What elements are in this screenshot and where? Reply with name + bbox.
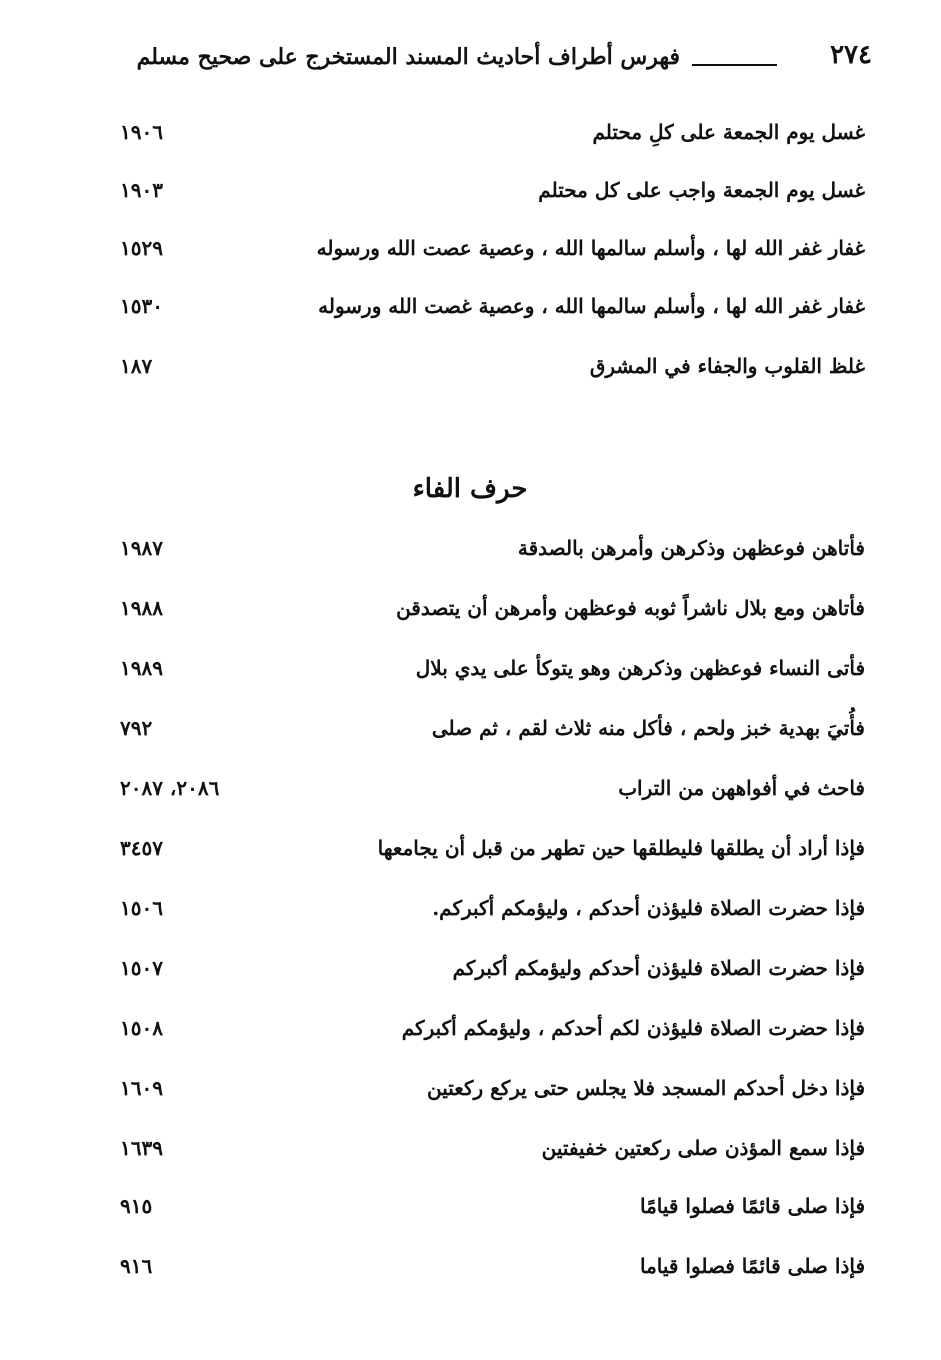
index-entry [120,1190,865,1234]
hadith-number: ١٩٨٨ [120,596,163,620]
hadith-incipit: فاحث في أفواههن من التراب [618,776,865,800]
index-entry [120,892,865,936]
hadith-incipit: فإذا صلى قائمًا فصلوا قياما [639,1254,865,1278]
index-entry [120,290,865,334]
index-entry [120,772,865,816]
hadith-number: ١٥٠٧ [120,956,163,980]
running-title: فهرس أطراف أحاديث المسند المستخرج على صحيح مسلم [136,44,680,70]
hadith-number: ١٥٣٠ [120,294,163,318]
index-entry [120,1132,865,1176]
hadith-number: ١٥٠٦ [120,896,163,920]
hadith-number: ١٩٠٣ [120,178,163,202]
hadith-number: ١٥٠٨ [120,1016,163,1040]
hadith-incipit: غسل يوم الجمعة على كلِ محتلم [592,120,865,144]
page-number: ٢٧٤ [830,40,872,70]
index-entry [120,1250,865,1294]
hadith-incipit: فإذا حضرت الصلاة فليؤذن لكم أحدكم ، وليؤمكم أكبركم [401,1016,865,1040]
hadith-number: ١٥٢٩ [120,236,163,260]
hadith-number: ٩١٥ [120,1194,153,1218]
hadith-incipit: فإذا حضرت الصلاة فليؤذن أحدكم ، وليؤمكم أكبركم. [432,896,865,920]
index-entry [120,952,865,996]
hadith-incipit: فإذا صلى قائمًا فصلوا قيامًا [639,1194,865,1218]
hadith-number: ١٩٨٧ [120,536,163,560]
index-entry [120,350,865,394]
hadith-incipit: فأتاهن ومع بلال ناشراً ثوبه فوعظهن وأمرهن أن يتصدقن [396,596,865,620]
hadith-number: ١٦٠٩ [120,1076,163,1100]
hadith-incipit: غفار غفر الله لها ، وأسلم سالمها الله ، وعصية عصت الله ورسوله [316,236,865,260]
hadith-number: ٢٠٨٦، ٢٠٨٧ [120,776,220,800]
index-entry [120,174,865,218]
hadith-incipit: فأتاهن فوعظهن وذكرهن وأمرهن بالصدقة [517,536,865,560]
index-entry [120,652,865,696]
hadith-incipit: فإذا حضرت الصلاة فليؤذن أحدكم وليؤمكم أكبركم [452,956,865,980]
hadith-number: ٩١٦ [120,1254,153,1278]
hadith-incipit: غلظ القلوب والجفاء في المشرق [589,354,865,378]
hadith-incipit: فإذا سمع المؤذن صلى ركعتين خفيفتين [541,1136,865,1160]
index-entry [120,1012,865,1056]
hadith-incipit: فأتى النساء فوعظهن وذكرهن وهو يتوكأ على يدي بلال [415,656,865,680]
hadith-number: ١٨٧ [120,354,153,378]
hadith-number: ١٩٨٩ [120,656,163,680]
hadith-incipit: غفار غفر الله لها ، وأسلم سالمها الله ، وعصية غصت الله ورسوله [318,294,865,318]
index-entry [120,532,865,576]
hadith-incipit: فأُتيَ بهدية خبز ولحم ، فأكل منه ثلاث لقم ، ثم صلى [431,716,865,740]
index-entry [120,1072,865,1116]
hadith-incipit: فإذا أراد أن يطلقها فليطلقها حين تطهر من قبل أن يجامعها [377,836,865,860]
index-entry [120,712,865,756]
hadith-number: ١٩٠٦ [120,120,163,144]
hadith-number: ٣٤٥٧ [120,836,163,860]
index-entry [120,592,865,636]
index-entry [120,232,865,276]
hadith-number: ١٦٣٩ [120,1136,163,1160]
index-entry [120,832,865,876]
hadith-incipit: غسل يوم الجمعة واجب على كل محتلم [538,178,865,202]
hadith-incipit: فإذا دخل أحدكم المسجد فلا يجلس حتى يركع ركعتين [427,1076,865,1100]
hadith-number: ٧٩٢ [120,716,153,740]
section-heading: حرف الفاء [412,474,528,504]
index-entry [120,116,865,160]
